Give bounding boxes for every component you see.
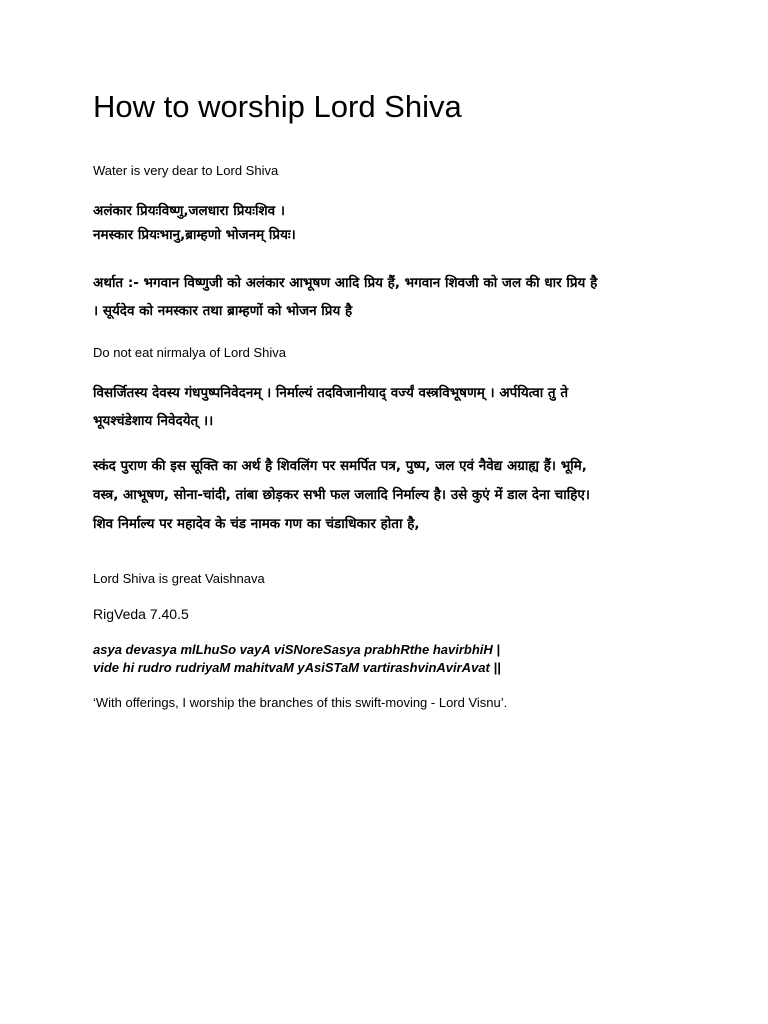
- shloka-nirmalya: [93, 379, 683, 435]
- meaning-line: अर्थात :- भगवान विष्णुजी को अलंकार आभूषण आदि प्रिय हैं, भगवान शिवजी को जल की धार प्रिय है: [93, 275, 598, 291]
- section-heading-water: Water is very dear to Lord Shiva: [93, 163, 279, 178]
- meaning-line: शिव निर्माल्य पर महादेव के चंड नामक गण का चंडाधिकार होता है,: [93, 516, 420, 532]
- meaning-line: स्कंद पुराण की इस सूक्ति का अर्थ है शिवलिंग पर समर्पित पत्र, पुष्प, जल एवं नैवेद्य अग्राह्य हैं। भूमि,: [93, 458, 587, 474]
- shloka-line: अलंकार प्रियःविष्णु,जलधारा प्रियःशिव ।: [93, 203, 285, 219]
- shloka-line: विसर्जितस्य देवस्य गंधपुष्पनिवेदनम् । निर्माल्यं तदविजानीयाद् वर्ज्यं वस्त्रविभूषणम् । अर्पयित्वा तु ते: [93, 385, 569, 401]
- meaning-water: [93, 269, 683, 325]
- section-heading-vaishnava: Lord Shiva is great Vaishnava: [93, 571, 265, 586]
- meaning-line: । सूर्यदेव को नमस्कार तथा ब्राम्हणों को भोजन प्रिय है: [93, 303, 353, 319]
- transliteration-line: vide hi rudro rudriyaM mahitvaM yAsiSTaM vartirashvinAvirAvat ||: [93, 660, 501, 675]
- section-heading-nirmalya: Do not eat nirmalya of Lord Shiva: [93, 345, 286, 360]
- transliteration: [93, 641, 501, 677]
- shloka-line: नमस्कार प्रियःभानु,ब्राम्हणो भोजनम् प्रियः।: [93, 227, 296, 243]
- page-title: How to worship Lord Shiva: [93, 89, 462, 124]
- shloka-line: भूयश्चंडेशाय निवेदयेत् ।।: [93, 413, 214, 429]
- rigveda-reference: RigVeda 7.40.5: [93, 606, 189, 622]
- meaning-nirmalya: [93, 452, 683, 539]
- transliteration-line: asya devasya mlLhuSo vayA viSNoreSasya prabhRthe havirbhiH |: [93, 642, 501, 657]
- translation: ‘With offerings, I worship the branches of this swift-moving - Lord Visnu’.: [93, 695, 508, 710]
- shloka-water: [93, 199, 678, 247]
- document-page: [93, 0, 683, 1024]
- meaning-line: वस्त्र, आभूषण, सोना-चांदी, तांबा छोड़कर सभी फल जलादि निर्माल्य है। उसे कुएं में डाल देना चाहिए।: [93, 487, 590, 503]
